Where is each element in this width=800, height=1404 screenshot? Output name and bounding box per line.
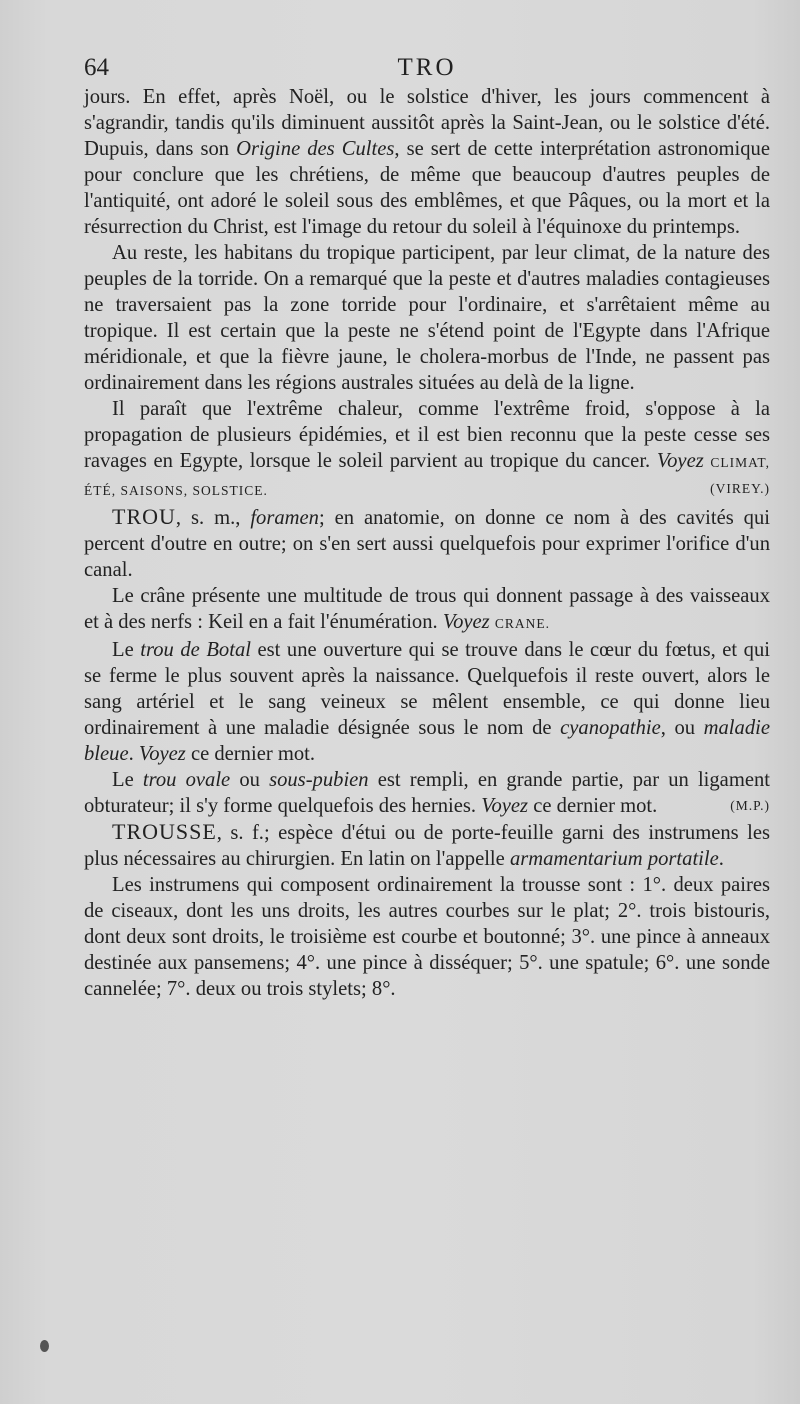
page-number: 64 <box>84 54 109 81</box>
paragraph <box>84 240 770 396</box>
paragraph <box>84 84 770 240</box>
italic-text: Voyez <box>442 611 490 633</box>
text-run: Le <box>112 639 141 661</box>
cross-reference: CRANE. <box>494 616 550 631</box>
text-run: . <box>718 848 724 870</box>
author-signature: (VIREY.) <box>710 481 770 496</box>
paragraph <box>84 583 770 637</box>
text-run: Au reste, les habitans du tropique participent, par leur climat, de la nature des peuples de la torride. On a remarqué que la peste et d'autres maladies contagieuses ne traversaient pas la zone torride pour l'ordinaire, et s'arrêtaient même au tropique. Il est certain que la peste ne s'étend point de l'Egypte dans l'Afrique méridionale, et que la fièvre jaune, le cholera-morbus de l'Inde, ne passent pas ordinairement dans les régions australes situées au delà de la ligne. <box>84 242 770 394</box>
italic-text: armamentarium portatile <box>509 848 719 870</box>
paragraph <box>84 637 770 767</box>
italic-text: maladie bleue <box>84 717 770 765</box>
text-run: ou <box>230 769 270 791</box>
text-run: est rempli, en grande partie, par un ligament obturateur; il s'y forme quelquefois des hernies. <box>84 769 770 817</box>
text-run: Il paraît que l'extrême chaleur, comme l'extrême froid, s'oppose à la propagation de plusieurs épidémies, et il est bien reconnu que la peste cesse ses ravages en Egypte, lorsque le soleil parvient au tropique du cancer. <box>84 398 770 472</box>
text-run: jours. En effet, après Noël, ou le solstice d'hiver, les jours commencent à s'agrandir, tandis qu'ils diminuent aussitôt après la Saint-Jean, ou le solstice d'été. Dupuis, dans son <box>84 86 770 160</box>
italic-text: foramen <box>250 507 319 529</box>
text-run: , s. m., <box>175 507 251 529</box>
running-title: TRO <box>397 54 457 81</box>
entry-headword: TROU <box>112 504 176 529</box>
italic-text: Origine des Cultes <box>236 138 395 160</box>
paragraph <box>84 396 770 504</box>
text-run: , ou <box>660 717 704 739</box>
ink-blot <box>40 1340 49 1352</box>
text-run: , s. f.; espèce d'étui ou de porte-feuille garni des instrumens les plus nécessaires au chirurgien. En latin on l'appelle <box>84 822 770 870</box>
text-run: , se sert de cette interprétation astronomique pour conclure que les chrétiens, de même que beaucoup d'autres peuples de l'antiquité, ont adoré le soleil sous des emblêmes, et que Pâques, ou la mort et la résurrection du Christ, est l'image du retour du soleil à l'équinoxe du printemps. <box>84 138 770 238</box>
italic-text: trou ovale <box>142 769 231 791</box>
italic-text: trou de Botal <box>140 639 251 661</box>
running-head <box>84 52 770 84</box>
paragraph <box>84 872 770 1002</box>
paragraph <box>84 819 770 872</box>
text-run: . <box>128 743 139 765</box>
text-run: est une ouverture qui se trouve dans le cœur du fœtus, et qui se ferme le plus souvent après la naissance. Quelquefois il reste ouvert, alors le sang artériel et le sang veineux se mêlent ensemble, ce qui donne lieu ordinairement à une maladie désignée sous le nom de <box>84 639 770 739</box>
italic-text: sous-pubien <box>269 769 369 791</box>
text-run: ; en anatomie, on donne ce nom à des cavités qui percent d'outre en outre; on s'en sert aussi quelquefois pour exprimer l'orifice d'un canal. <box>84 507 770 581</box>
text-run: Les instrumens qui composent ordinairement la trousse sont : 1°. deux paires de ciseaux, dont les uns droits, les autres courbes sur le plat; 2°. trois bistouris, dont deux sont droits, le troisième est courbe et boutonné; 3°. une pince à anneaux destinée aux pansemens; 4°. une pince à disséquer; 5°. une spatule; 6°. une sonde cannelée; 7°. deux ou trois stylets; 8°. <box>84 874 770 1000</box>
author-signature: (M.P.) <box>730 798 770 813</box>
cross-reference: CLIMAT, ÉTÉ, SAISONS, SOLSTICE. <box>84 455 771 498</box>
text-run: Le crâne présente une multitude de trous qui donnent passage à des vaisseaux et à des nerfs : Keil en a fait l'énumération. <box>84 585 770 633</box>
entry-headword: TROUSSE <box>112 819 217 844</box>
text-run: Le <box>112 769 143 791</box>
paragraph <box>84 504 770 583</box>
text-run: ce dernier mot. <box>528 795 658 817</box>
text-run: ce dernier mot. <box>185 743 316 765</box>
paragraph <box>84 767 770 819</box>
italic-text: Voyez <box>138 743 186 765</box>
italic-text: cyanopathie <box>560 717 661 739</box>
italic-text: Voyez <box>481 795 529 817</box>
body-text <box>84 84 770 1002</box>
italic-text: Voyez <box>656 450 704 472</box>
